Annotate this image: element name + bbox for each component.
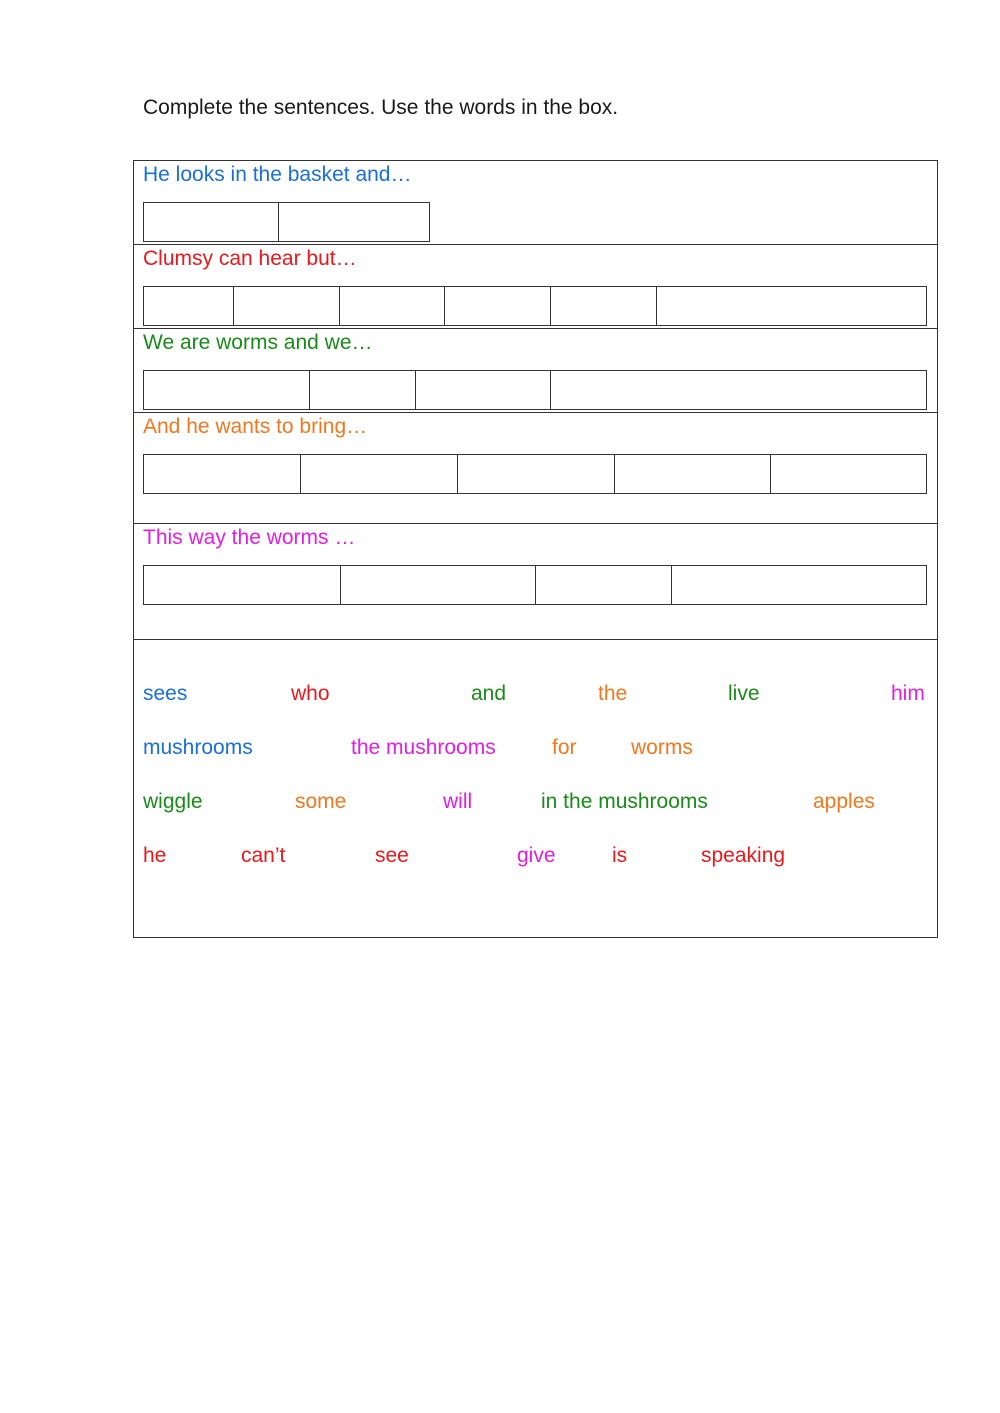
worksheet-table bbox=[133, 160, 938, 938]
word-bank-item[interactable]: worms bbox=[631, 736, 693, 759]
sentence-row-4 bbox=[134, 413, 937, 524]
answer-box[interactable] bbox=[615, 455, 771, 493]
answer-boxes-4 bbox=[143, 454, 927, 494]
instructions: Complete the sentences. Use the words in the box. bbox=[143, 96, 619, 119]
word-bank-item[interactable]: the bbox=[598, 682, 628, 705]
word-bank-item[interactable]: apples bbox=[813, 790, 875, 813]
word-bank-item[interactable]: speaking bbox=[701, 844, 786, 867]
word-bank-item[interactable]: will bbox=[443, 790, 473, 813]
answer-box[interactable] bbox=[771, 455, 926, 493]
word-bank-item[interactable]: him bbox=[891, 682, 925, 705]
word-bank-item[interactable]: live bbox=[728, 682, 760, 705]
word-bank-item[interactable]: see bbox=[375, 844, 409, 867]
answer-boxes-5 bbox=[143, 565, 927, 605]
answer-boxes-1 bbox=[143, 202, 430, 242]
answer-box[interactable] bbox=[144, 287, 234, 325]
sentence-prompt-2: Clumsy can hear but… bbox=[143, 247, 357, 270]
sentence-row-5 bbox=[134, 524, 937, 640]
word-bank-item[interactable]: some bbox=[295, 790, 347, 813]
answer-box[interactable] bbox=[340, 287, 445, 325]
sentence-row-3 bbox=[134, 329, 937, 413]
word-bank-item[interactable]: in the mushrooms bbox=[541, 790, 708, 813]
answer-box[interactable] bbox=[551, 371, 926, 409]
answer-box[interactable] bbox=[144, 455, 301, 493]
answer-boxes-2 bbox=[143, 286, 927, 326]
answer-box[interactable] bbox=[416, 371, 551, 409]
answer-box[interactable] bbox=[310, 371, 416, 409]
word-bank-item[interactable]: wiggle bbox=[143, 790, 203, 813]
answer-box[interactable] bbox=[657, 287, 926, 325]
word-bank-item[interactable]: he bbox=[143, 844, 167, 867]
answer-box[interactable] bbox=[458, 455, 615, 493]
word-bank-item[interactable]: the mushrooms bbox=[351, 736, 496, 759]
word-bank-item[interactable]: and bbox=[471, 682, 507, 705]
answer-box[interactable] bbox=[279, 203, 429, 241]
answer-box[interactable] bbox=[341, 566, 536, 604]
word-bank-item[interactable]: for bbox=[552, 736, 577, 759]
word-bank-item[interactable]: give bbox=[517, 844, 556, 867]
answer-box[interactable] bbox=[672, 566, 926, 604]
word-bank-item[interactable]: mushrooms bbox=[143, 736, 253, 759]
sentence-row-1 bbox=[134, 161, 937, 245]
answer-boxes-3 bbox=[143, 370, 927, 410]
word-bank-item[interactable]: is bbox=[612, 844, 628, 867]
sentence-row-2 bbox=[134, 245, 937, 329]
sentence-prompt-5: This way the worms … bbox=[143, 526, 356, 549]
answer-box[interactable] bbox=[301, 455, 458, 493]
answer-box[interactable] bbox=[551, 287, 657, 325]
answer-box[interactable] bbox=[144, 203, 279, 241]
word-bank-item[interactable]: who bbox=[291, 682, 330, 705]
answer-box[interactable] bbox=[234, 287, 340, 325]
answer-box[interactable] bbox=[445, 287, 551, 325]
word-bank-item[interactable]: sees bbox=[143, 682, 188, 705]
answer-box[interactable] bbox=[536, 566, 672, 604]
word-bank-item[interactable]: can’t bbox=[241, 844, 286, 867]
sentence-prompt-1: He looks in the basket and… bbox=[143, 163, 412, 186]
answer-box[interactable] bbox=[144, 566, 341, 604]
sentence-prompt-3: We are worms and we… bbox=[143, 331, 373, 354]
sentence-prompt-4: And he wants to bring… bbox=[143, 415, 368, 438]
answer-box[interactable] bbox=[144, 371, 310, 409]
